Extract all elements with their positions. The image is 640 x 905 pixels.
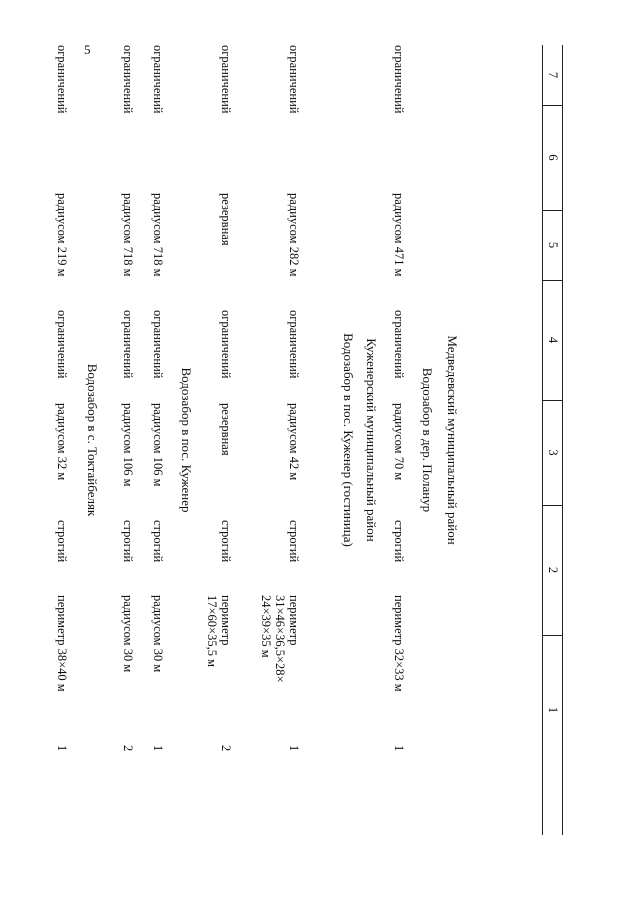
cell-belt1-regime: строгий <box>55 520 69 563</box>
rotated-table <box>55 45 563 835</box>
district-heading: Куженерский муниципальный район <box>364 338 379 542</box>
cell-row-number: 2 <box>121 745 135 752</box>
cell-belt2-regime: ограничений <box>392 310 406 379</box>
table-top-border <box>562 45 563 835</box>
column-number: 2 <box>546 566 560 574</box>
cell-belt2-regime: ограничений <box>219 310 233 379</box>
intake-heading: Водозабор в пос. Куженер <box>179 367 194 513</box>
cell-belt1-dims-line: периметр <box>219 595 233 646</box>
cell-belt1-dims-line: 17×60×35,5 м <box>205 595 219 668</box>
cell-belt1-regime: строгий <box>287 520 301 563</box>
page-number: 5 <box>84 42 91 57</box>
cell-belt1-dims: периметр 32×33 м <box>392 595 406 692</box>
column-number: 7 <box>546 71 560 79</box>
cell-belt3-size: радиусом 282 м <box>287 193 301 277</box>
cell-belt3-regime: ограничений <box>287 45 301 114</box>
cell-belt1-regime: строгий <box>121 520 135 563</box>
cell-belt2-size: радиусом 32 м <box>55 403 69 481</box>
intake-heading: Водозабор в с. Токтайбеляк <box>85 363 100 517</box>
cell-belt2-size: радиусом 106 м <box>151 403 165 487</box>
cell-row-number: 1 <box>392 745 406 752</box>
column-number: 5 <box>546 241 560 249</box>
district-heading: Медведевский муниципальный район <box>445 335 460 545</box>
cell-belt3-regime: ограничений <box>151 45 165 114</box>
cell-belt1-regime: строгий <box>151 520 165 563</box>
cell-belt2-regime: ограничений <box>151 310 165 379</box>
cell-belt3-size: радиусом 471 м <box>392 193 406 277</box>
cell-row-number: 2 <box>219 745 233 752</box>
cell-belt3-regime: ограничений <box>219 45 233 114</box>
cell-belt2-size: радиусом 106 м <box>121 403 135 487</box>
cell-belt3-size: резервная <box>219 193 233 246</box>
cell-belt1-dims: периметр 38×40 м <box>55 595 69 692</box>
cell-belt1-dims: радиусом 30 м <box>121 595 135 673</box>
cell-belt1-dims-line: 24×39×35 м <box>259 595 273 658</box>
cell-belt3-regime: ограничений <box>392 45 406 114</box>
header-bottom-border <box>542 45 543 835</box>
cell-belt1-dims-line: периметр <box>287 595 301 646</box>
cell-belt3-regime: ограничений <box>55 45 69 114</box>
cell-belt2-size: радиусом 70 м <box>392 403 406 481</box>
cell-belt2-regime: ограничений <box>287 310 301 379</box>
cell-belt3-size: радиусом 718 м <box>121 193 135 277</box>
cell-belt2-regime: ограничений <box>55 310 69 379</box>
column-number: 4 <box>546 336 560 344</box>
cell-belt2-regime: ограничений <box>121 310 135 379</box>
intake-heading: Водозабор в пос. Куженер (гостиница) <box>341 333 356 547</box>
cell-row-number: 1 <box>287 745 301 752</box>
cell-belt2-size: резервная <box>219 403 233 456</box>
cell-row-number: 1 <box>55 745 69 752</box>
cell-belt1-regime: строгий <box>219 520 233 563</box>
cell-row-number: 1 <box>151 745 165 752</box>
cell-belt1-dims-line: 31×46×36,5×28× <box>273 595 287 683</box>
column-number: 6 <box>546 154 560 161</box>
intake-heading: Водозабор в дер. Поланур <box>420 367 435 513</box>
cell-belt3-size: радиусом 219 м <box>55 193 69 277</box>
cell-belt3-regime: ограничений <box>121 45 135 114</box>
cell-belt1-dims: радиусом 30 м <box>151 595 165 673</box>
cell-belt2-size: радиусом 42 м <box>287 403 301 481</box>
cell-belt1-regime: строгий <box>392 520 406 563</box>
column-number: 3 <box>546 449 560 456</box>
column-number: 1 <box>546 706 560 714</box>
cell-belt3-size: радиусом 718 м <box>151 193 165 277</box>
